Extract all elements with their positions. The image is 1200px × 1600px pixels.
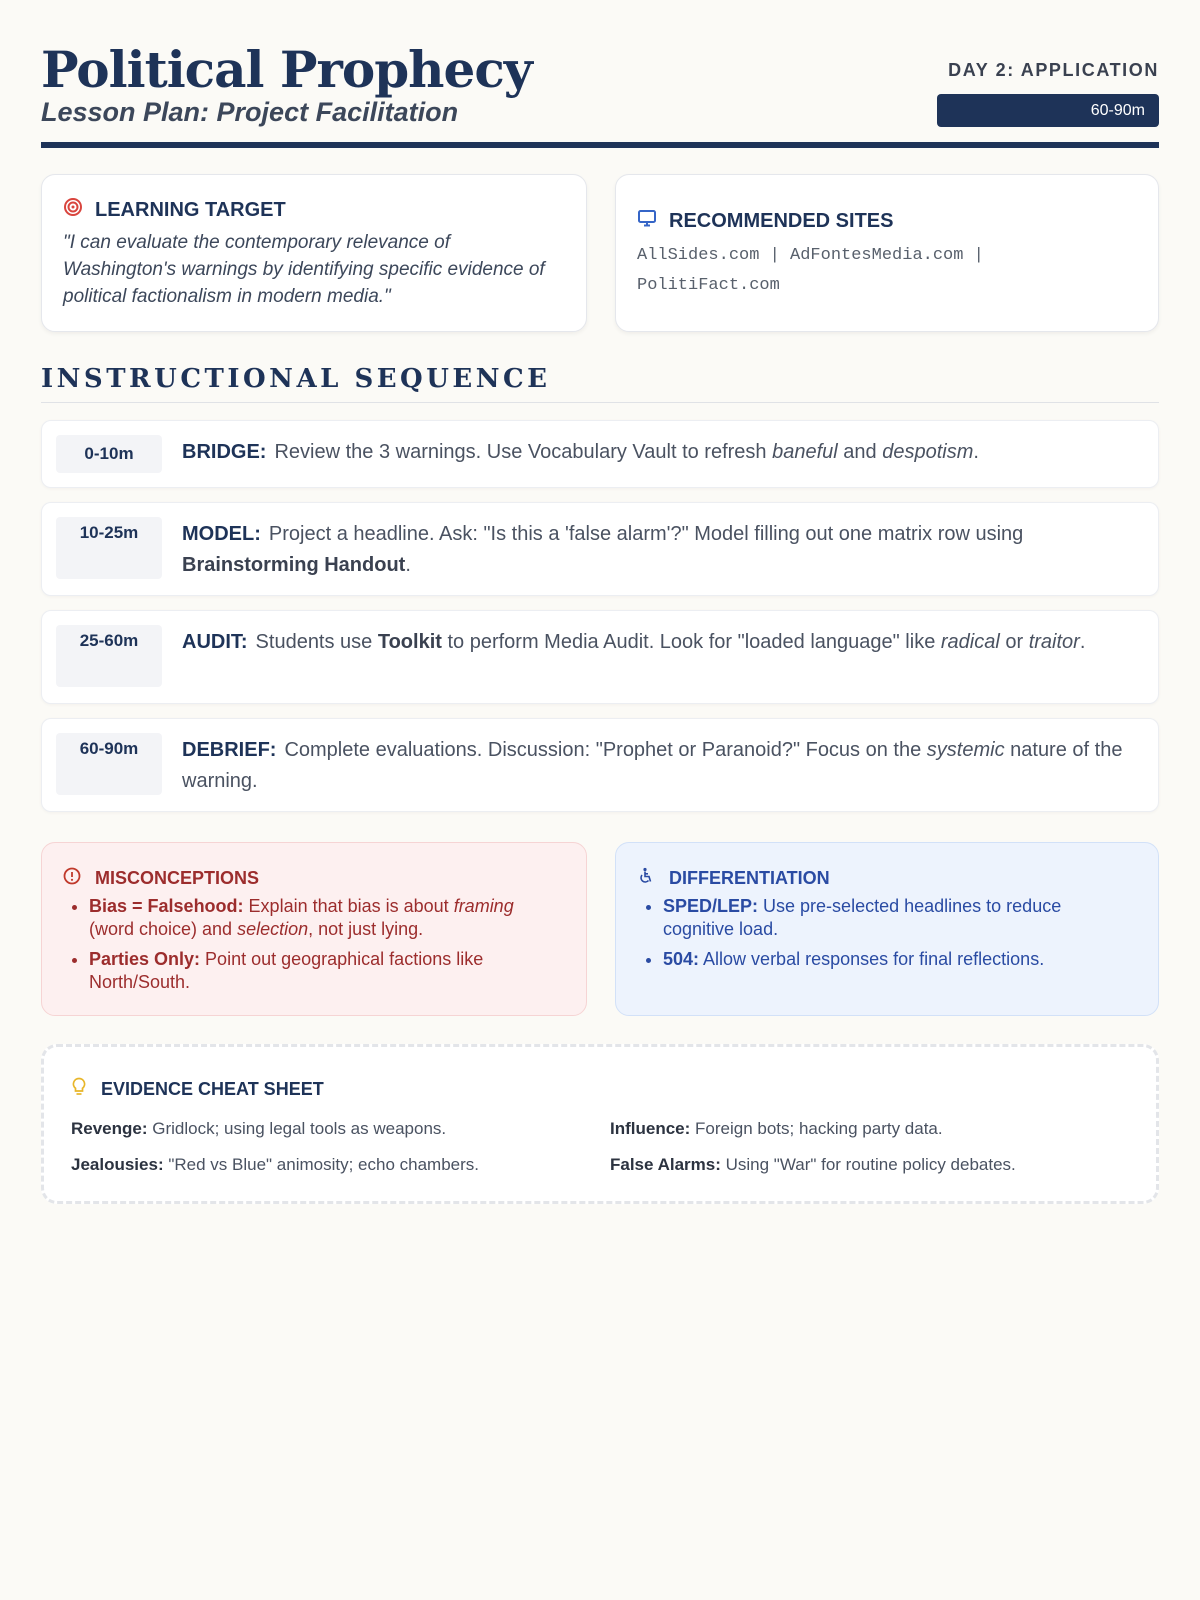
sequence-step-bridge (41, 420, 1159, 488)
step-time-text: 25-60m (79, 631, 139, 650)
item-label: Revenge: (71, 1119, 148, 1138)
learning-target-heading: LEARNING TARGET (95, 198, 286, 221)
step-resource: Toolkit (377, 631, 442, 653)
item-text: Allow verbal responses for final reflections. (699, 949, 1045, 969)
cheat-item-revenge (71, 1119, 446, 1139)
step-time: 0-10m (56, 435, 162, 473)
item-term: framing (453, 896, 514, 916)
item-label: Bias = Falsehood: (89, 896, 244, 916)
list-item (663, 948, 1134, 971)
item-text: Using "War" for routine policy debates. (720, 1155, 1016, 1174)
list-item (89, 948, 562, 994)
step-term: traitor (1028, 631, 1080, 653)
sequence-step-debrief (41, 718, 1159, 812)
item-text: Foreign bots; hacking party data. (690, 1119, 943, 1138)
misconceptions-box (41, 842, 587, 1016)
step-time-text: 60-90m (79, 739, 139, 758)
item-text: "Red vs Blue" animosity; echo chambers. (163, 1155, 479, 1174)
alert-circle-icon (63, 867, 81, 890)
item-text: Point out geographical factions like North/South. (89, 949, 484, 992)
step-time (56, 517, 162, 579)
misconceptions-header (63, 867, 259, 890)
step-text (182, 519, 1138, 581)
learning-target-card (41, 174, 587, 332)
recommended-sites-header (637, 208, 893, 234)
step-text-part: . (405, 554, 411, 576)
step-label: MODEL: (182, 523, 261, 545)
differentiation-list (637, 895, 1134, 978)
item-label: Parties Only: (89, 949, 201, 969)
instructional-sequence-heading: INSTRUCTIONAL SEQUENCE (41, 364, 1159, 403)
item-label: False Alarms: (610, 1155, 721, 1174)
item-label: Jealousies: (71, 1155, 164, 1174)
page-header (41, 0, 1159, 148)
cheat-item-influence (610, 1119, 943, 1139)
differentiation-box (615, 842, 1159, 1016)
recommended-sites-heading: RECOMMENDED SITES (669, 209, 894, 232)
item-text: Explain that bias is about (243, 896, 454, 916)
item-label: Influence: (610, 1119, 691, 1138)
step-time-text: 10-25m (79, 523, 139, 542)
cheat-item-false-alarms (610, 1155, 1016, 1175)
step-text-part: Project a headline. Ask: "Is this a 'false alarm'?" Model filling out one matrix row using (268, 523, 1024, 545)
misconceptions-list (63, 895, 562, 1001)
step-label: DEBRIEF: (182, 739, 277, 761)
day-label: DAY 2: APPLICATION (948, 60, 1159, 80)
list-item (89, 895, 562, 941)
sequence-step-model (41, 502, 1159, 596)
cheat-sheet-header (71, 1077, 324, 1102)
step-term: baneful (772, 441, 838, 463)
step-text-part: Complete evaluations. Discussion: "Prophet or Paranoid?" Focus on the (284, 739, 927, 761)
learning-target-quote: "I can evaluate the contemporary relevance of Washington's warnings by identifying specific evidence of political factionalism in modern media." (63, 232, 545, 307)
differentiation-header (637, 867, 830, 890)
top-cards-row (41, 174, 1159, 334)
step-text-part: Students use (255, 631, 378, 653)
duration-badge: 60-90m (937, 94, 1159, 127)
evidence-cheat-sheet (41, 1044, 1159, 1204)
item-term: selection (237, 919, 309, 939)
step-term: systemic (926, 739, 1005, 761)
step-term: despotism (882, 441, 974, 463)
step-label: BRIDGE: (182, 441, 267, 463)
item-text: Gridlock; using legal tools as weapons. (147, 1119, 447, 1138)
step-text-part: . (1079, 631, 1086, 653)
step-term: radical (940, 631, 1000, 653)
step-text-part: to perform Media Audit. Look for "loaded language" like (441, 631, 941, 653)
step-text-part: . (973, 441, 979, 463)
misconceptions-heading: MISCONCEPTIONS (95, 868, 260, 888)
step-text (182, 437, 1138, 468)
learning-target-header (63, 197, 286, 223)
differentiation-heading: DIFFERENTIATION (669, 868, 830, 888)
step-text-part: and (837, 441, 883, 463)
step-text (182, 627, 1138, 658)
step-resource: Brainstorming Handout (182, 554, 406, 576)
item-label: 504: (663, 949, 700, 969)
cheat-item-jealousies (71, 1155, 479, 1175)
sequence-step-audit (41, 610, 1159, 704)
item-label: SPED/LEP: (663, 896, 759, 916)
monitor-icon (637, 208, 657, 234)
list-item (663, 895, 1134, 941)
step-label: AUDIT: (182, 631, 248, 653)
step-time (56, 625, 162, 687)
step-time (56, 733, 162, 795)
page-subtitle: Lesson Plan: Project Facilitation (41, 97, 459, 127)
recommended-sites-list: AllSides.com | AdFontesMedia.com | PolitiFact.com (637, 246, 984, 295)
recommended-sites-card (615, 174, 1159, 332)
item-text: (word choice) and (89, 919, 238, 939)
item-text: Use pre-selected headlines to reduce cognitive load. (663, 896, 1062, 939)
item-text: , not just lying. (308, 919, 424, 939)
target-icon (63, 197, 83, 223)
step-text-part: nature of the warning. (182, 739, 1123, 792)
step-text-part: or (999, 631, 1029, 653)
step-text-part: Review the 3 warnings. Use Vocabulary Vault to refresh (274, 441, 773, 463)
accessibility-icon (637, 867, 655, 890)
cheat-sheet-heading: EVIDENCE CHEAT SHEET (101, 1079, 324, 1099)
page-title: Political Prophecy (41, 40, 532, 99)
lightbulb-icon (71, 1077, 87, 1102)
step-text (182, 735, 1138, 797)
